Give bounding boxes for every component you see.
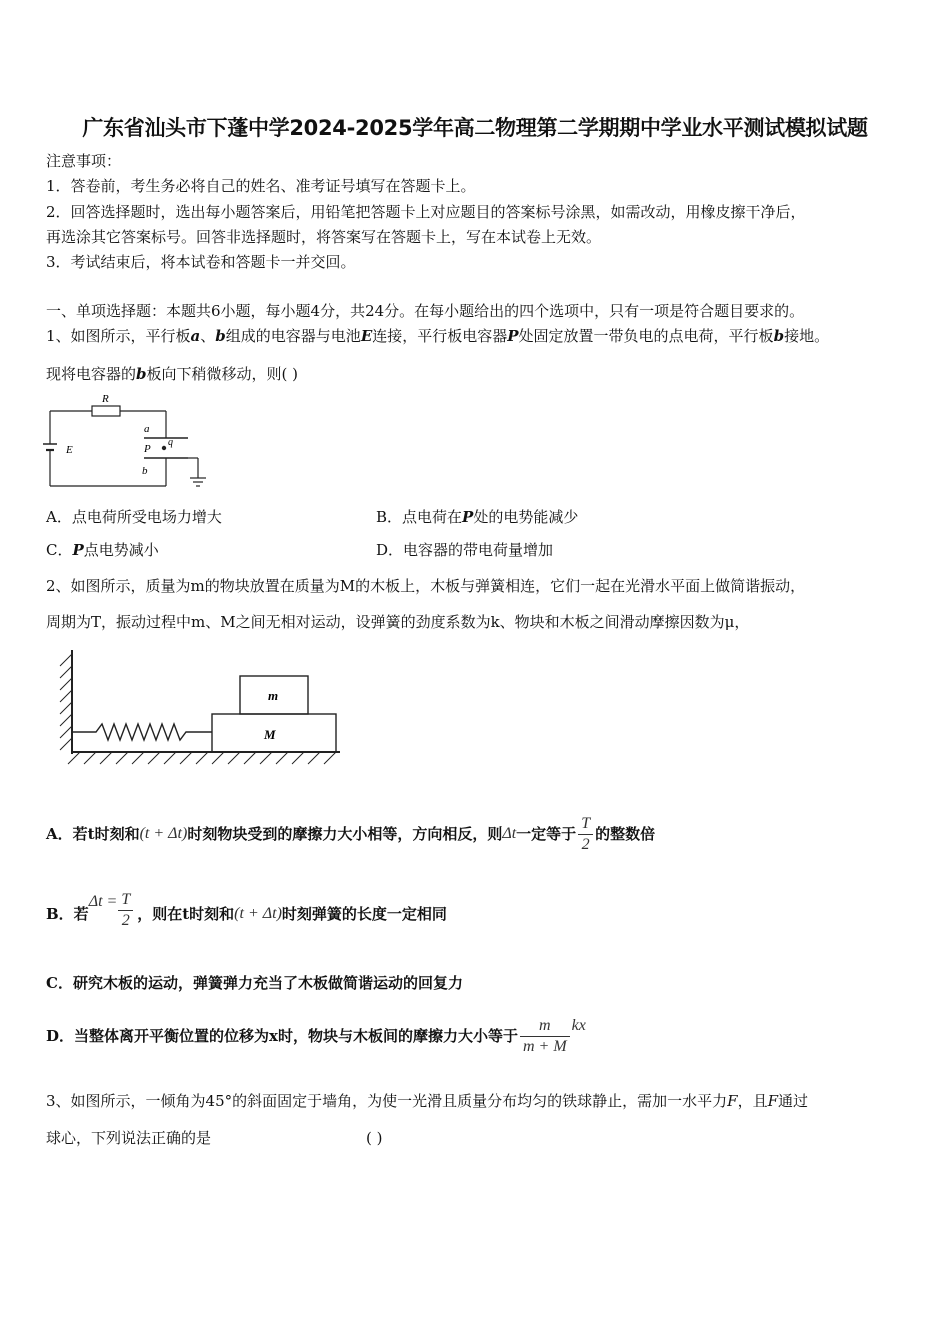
notice-item-2-cont: 再选涂其它答案标号。回答非选择题时，将答案写在答题卡上，写在本试卷上无效。 [46, 228, 602, 246]
q3-stem-line1: 3、如图所示，一倾角为45°的斜面固定于墙角，为使一光滑且质量分布均匀的铁球静止，需加一水平力F，且F通过 [46, 1092, 809, 1110]
label-m: m [268, 688, 279, 703]
q1-option-a: A．点电荷所受电场力增大 [46, 508, 222, 526]
spring [72, 724, 212, 740]
q1-stem-line2: 现将电容器的b板向下稍微移动，则( ) [46, 365, 298, 383]
label-P: P [144, 443, 151, 455]
label-b: b [142, 465, 148, 477]
notice-item-2: 2．回答选择题时，选出每小题答案后，用铅笔把答题卡上对应题目的答案标号涂黑，如需改动，用橡皮擦干净后， [46, 203, 806, 221]
page-title: 广东省汕头市下蓬中学2024-2025学年高二物理第二学期期中学业水平测试模拟试题 [82, 116, 868, 140]
q2-spring-block-diagram [50, 646, 350, 774]
q1-circuit-diagram [40, 390, 220, 498]
notice-item-3: 3．考试结束后，将本试卷和答题卡一并交回。 [46, 253, 356, 271]
label-M: M [264, 727, 276, 742]
q2-option-c: C．研究木板的运动，弹簧弹力充当了木板做简谐运动的回复力 [46, 974, 463, 992]
q2-option-b: B．若 Δt = $\frac{T}{2}$ ，则在t时刻和 (t + Δt) 时刻弹簧的长度一定相同 [46, 890, 447, 929]
q1-option-b: B．点电荷在P处的电势能减少 [376, 508, 579, 526]
label-q: q [168, 437, 173, 448]
q2-stem-line1: 2、如图所示，质量为m的物块放置在质量为M的木板上，木板与弹簧相连，它们一起在光滑水平面上做简谐振动， [46, 577, 806, 595]
point-charge [162, 446, 166, 450]
notice-item-1: 1．答卷前，考生务必将自己的姓名、准考证号填写在答题卡上。 [46, 177, 476, 195]
q2-option-a: A．若t时刻和 (t + Δt) 时刻物块受到的摩擦力大小相等，方向相反，则 Δt 一定等于 $\frac{T}{2}$ 的整数倍 [46, 814, 656, 853]
q2-stem-line2: 周期为T，振动过程中m、M之间无相对运动，设弹簧的劲度系数为k、物块和木板之间滑动摩擦因数为μ， [46, 613, 750, 631]
q3-answer-paren: ( ) [366, 1129, 383, 1147]
q2-option-d: D．当整体离开平衡位置的位移为x时，物块与木板间的摩擦力大小等于 $\frac{m}{m + M}$ kx [46, 1016, 586, 1055]
label-R: R [102, 393, 109, 405]
notice-heading: 注意事项： [46, 152, 122, 170]
section-heading: 一、单项选择题：本题共6小题，每小题4分，共24分。在每小题给出的四个选项中，只有一项是符合题目要求的。 [46, 302, 805, 320]
q3-stem-line2: 球心，下列说法正确的是 [46, 1129, 212, 1147]
resistor-R [92, 406, 120, 416]
label-E: E [66, 444, 73, 456]
q1-stem-line1: 1、如图所示，平行板a、b组成的电容器与电池E连接，平行板电容器P处固定放置一带负电的点电荷，平行板b接地。 [46, 327, 830, 345]
q1-option-c: C．P点电势减小 [46, 541, 159, 559]
label-a: a [144, 423, 150, 435]
q1-option-d: D．电容器的带电荷量增加 [376, 541, 554, 559]
